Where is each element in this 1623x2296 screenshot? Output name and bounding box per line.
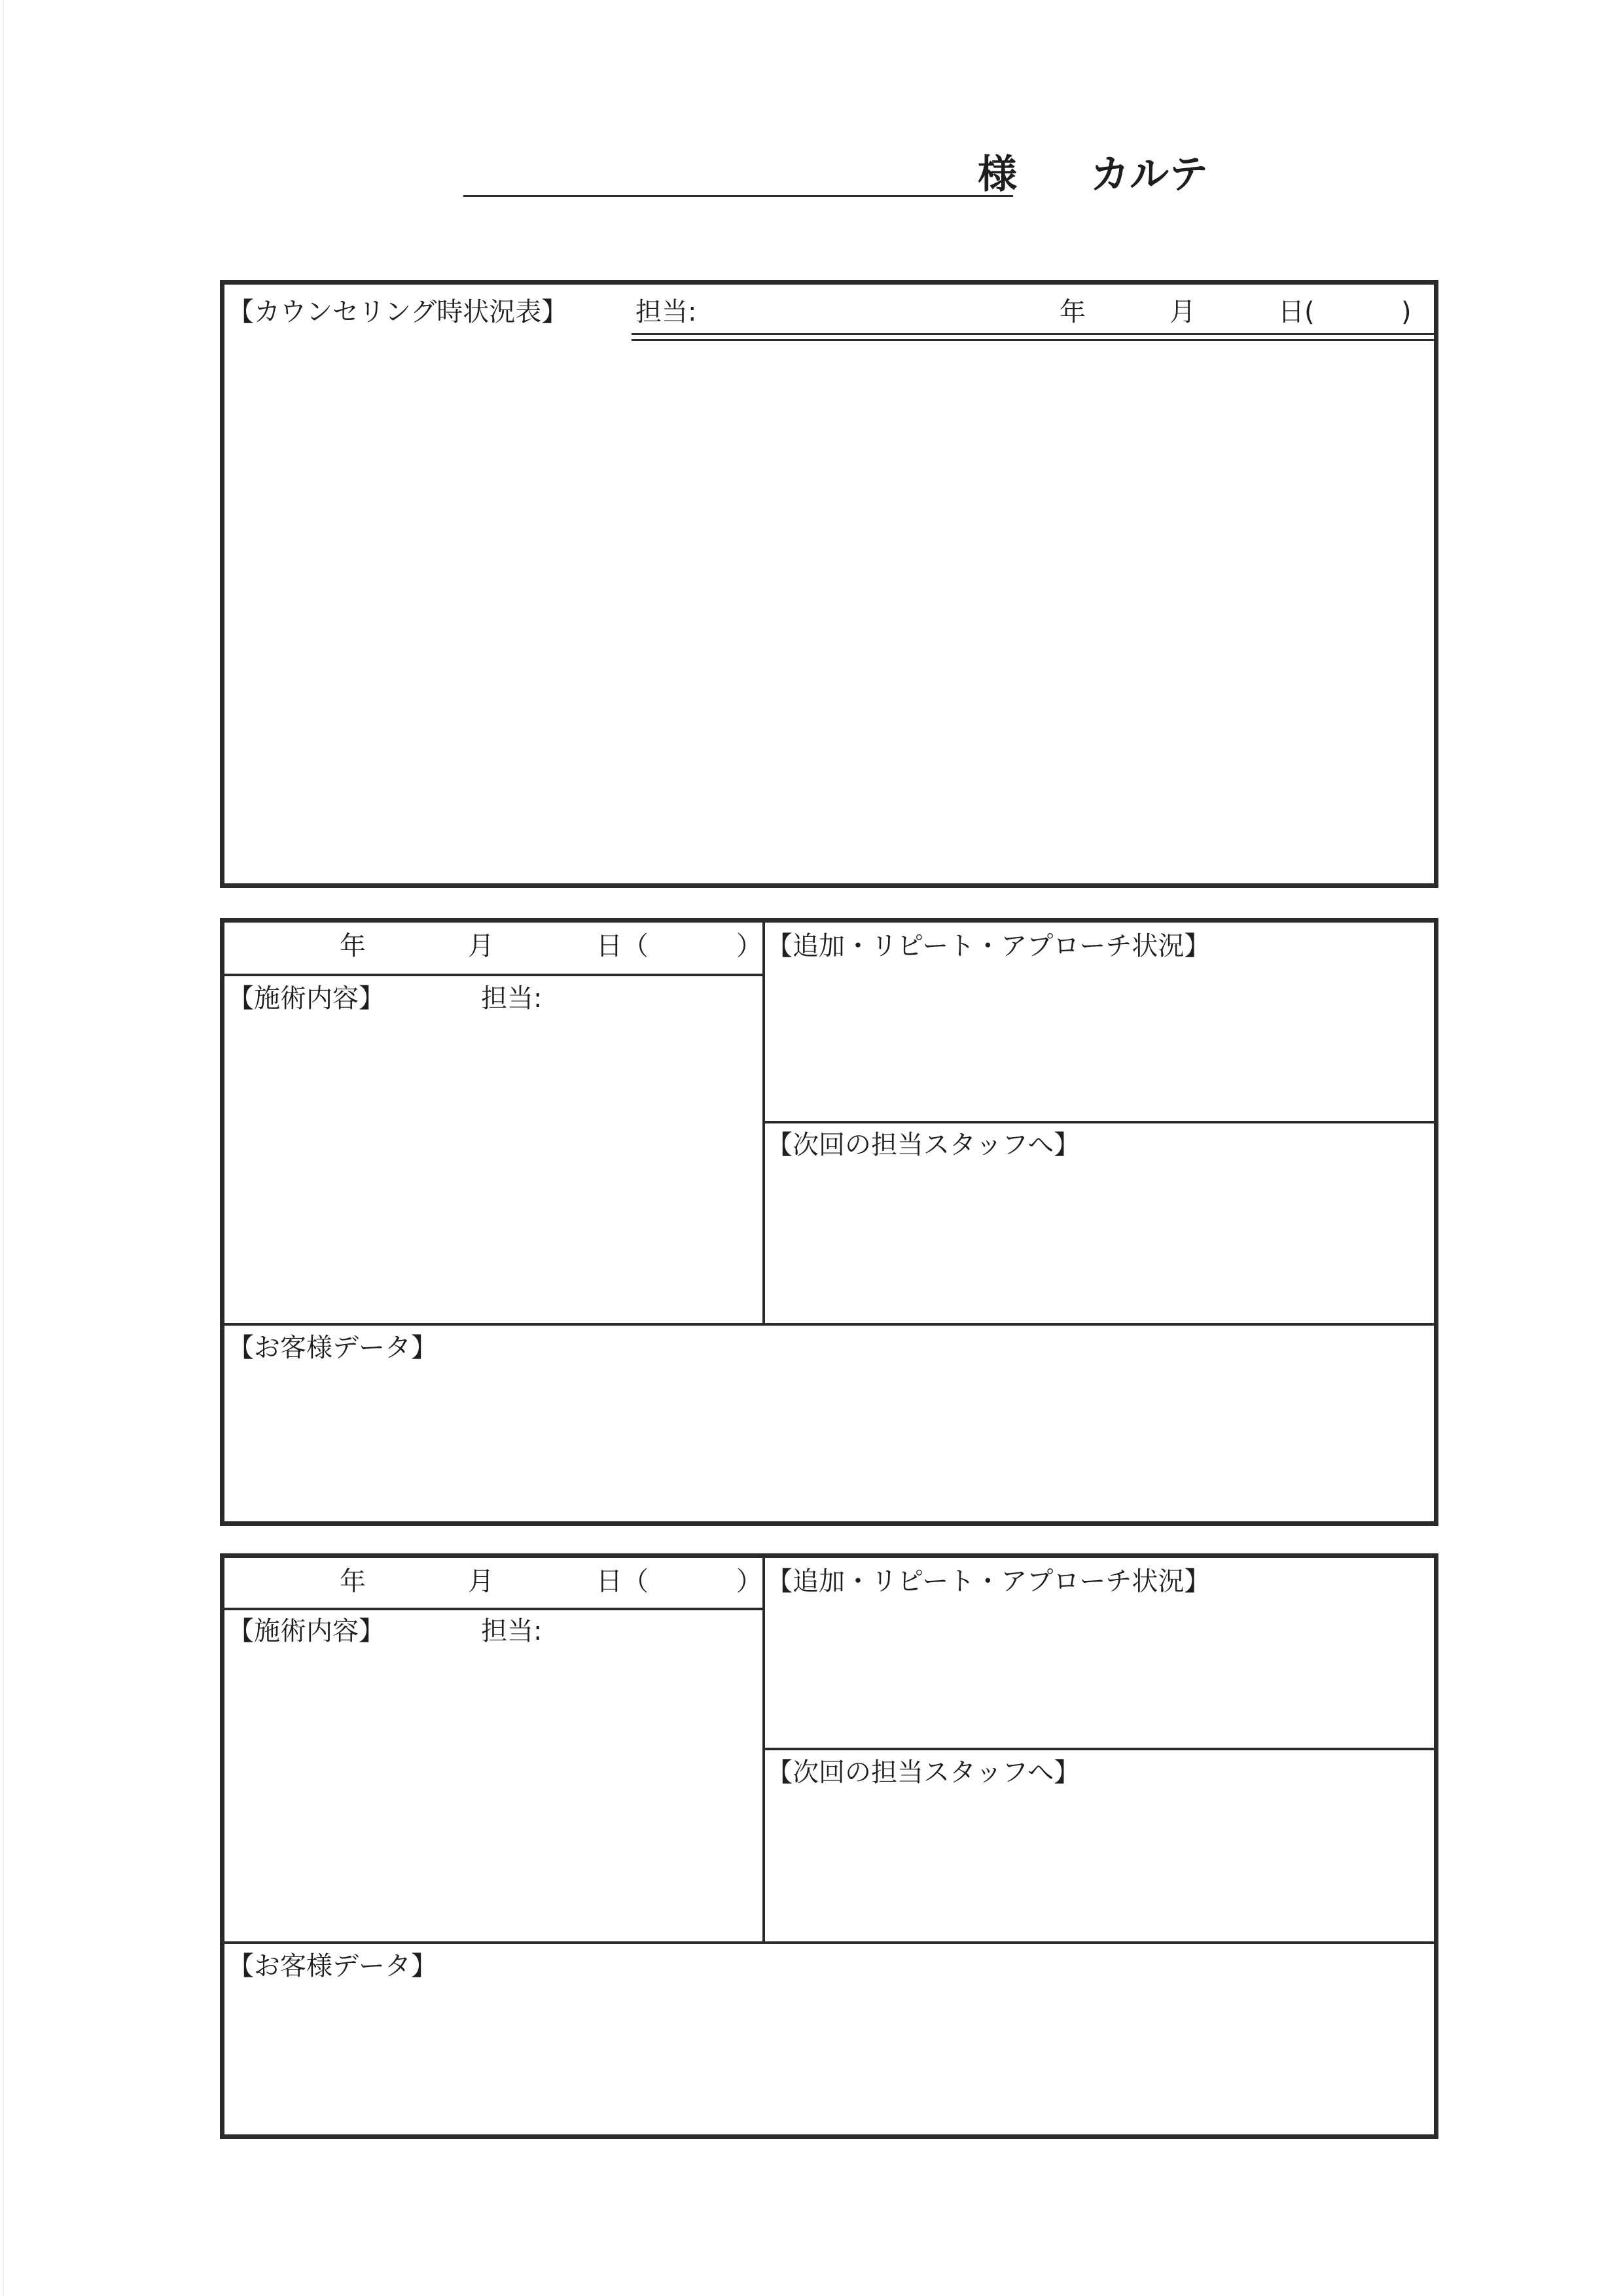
visit-record-1 <box>220 918 1438 1526</box>
sama-label: 様 <box>978 152 1017 198</box>
visit1-month-label: 月 <box>468 931 494 961</box>
counseling-title: 【カウンセリング時状況表】 <box>228 297 568 327</box>
page-edge <box>3 0 4 2296</box>
counseling-section <box>220 280 1438 888</box>
counseling-header-underline <box>632 333 1434 341</box>
visit2-day-label: 日（ <box>596 1566 649 1597</box>
visit1-day-label: 日（ <box>596 931 649 961</box>
customer-name-line[interactable] <box>463 195 1013 197</box>
counseling-month-label: 月 <box>1169 297 1196 327</box>
counseling-notes-area[interactable] <box>228 345 1433 880</box>
visit1-customer-title: 【お客様データ】 <box>228 1333 437 1363</box>
counseling-close-paren: ) <box>1401 297 1412 327</box>
visit2-close-paren: ） <box>736 1566 762 1597</box>
visit1-treatment-title: 【施術内容】 <box>228 983 385 1014</box>
karte-title: カルテ <box>1090 152 1208 198</box>
visit1-treatment-area[interactable] <box>228 1021 758 1322</box>
visit2-month-label: 月 <box>468 1566 494 1597</box>
visit2-year-label: 年 <box>340 1566 366 1597</box>
counseling-staff-field[interactable] <box>709 291 1062 330</box>
visit1-right-divider <box>762 1121 1434 1123</box>
visit2-next-staff-title: 【次回の担当スタッフへ】 <box>766 1757 1080 1788</box>
visit1-next-staff-title: 【次回の担当スタッフへ】 <box>766 1130 1080 1160</box>
visit1-customer-area[interactable] <box>228 1370 1433 1518</box>
visit2-treatment-title: 【施術内容】 <box>228 1616 385 1646</box>
visit1-close-paren: ） <box>736 931 762 961</box>
visit2-customer-area[interactable] <box>228 1988 1433 2131</box>
visit1-staff-label: 担当: <box>481 983 543 1014</box>
counseling-day-label: 日( <box>1278 297 1315 327</box>
visit1-date-divider <box>224 974 764 976</box>
visit-record-2 <box>220 1553 1438 2139</box>
visit2-bottom-divider <box>224 1941 1434 1944</box>
visit2-approach-title: 【追加・リピート・アプローチ状況】 <box>766 1566 1211 1597</box>
visit2-date-divider <box>224 1608 764 1610</box>
visit1-column-divider <box>762 923 765 1326</box>
counseling-staff-label: 担当: <box>635 297 697 327</box>
visit2-column-divider <box>762 1558 765 1944</box>
visit1-approach-area[interactable] <box>768 968 1433 1119</box>
visit2-staff-label: 担当: <box>481 1616 543 1646</box>
visit2-next-staff-area[interactable] <box>768 1795 1433 1939</box>
counseling-year-label: 年 <box>1060 297 1086 327</box>
visit1-year-label: 年 <box>340 931 366 961</box>
visit1-approach-title: 【追加・リピート・アプローチ状況】 <box>766 931 1211 961</box>
visit2-right-divider <box>762 1748 1434 1750</box>
visit2-treatment-area[interactable] <box>228 1653 758 1939</box>
visit2-approach-area[interactable] <box>768 1604 1433 1744</box>
visit2-customer-title: 【お客様データ】 <box>228 1951 437 1981</box>
visit1-next-staff-area[interactable] <box>768 1169 1433 1322</box>
visit1-bottom-divider <box>224 1323 1434 1326</box>
